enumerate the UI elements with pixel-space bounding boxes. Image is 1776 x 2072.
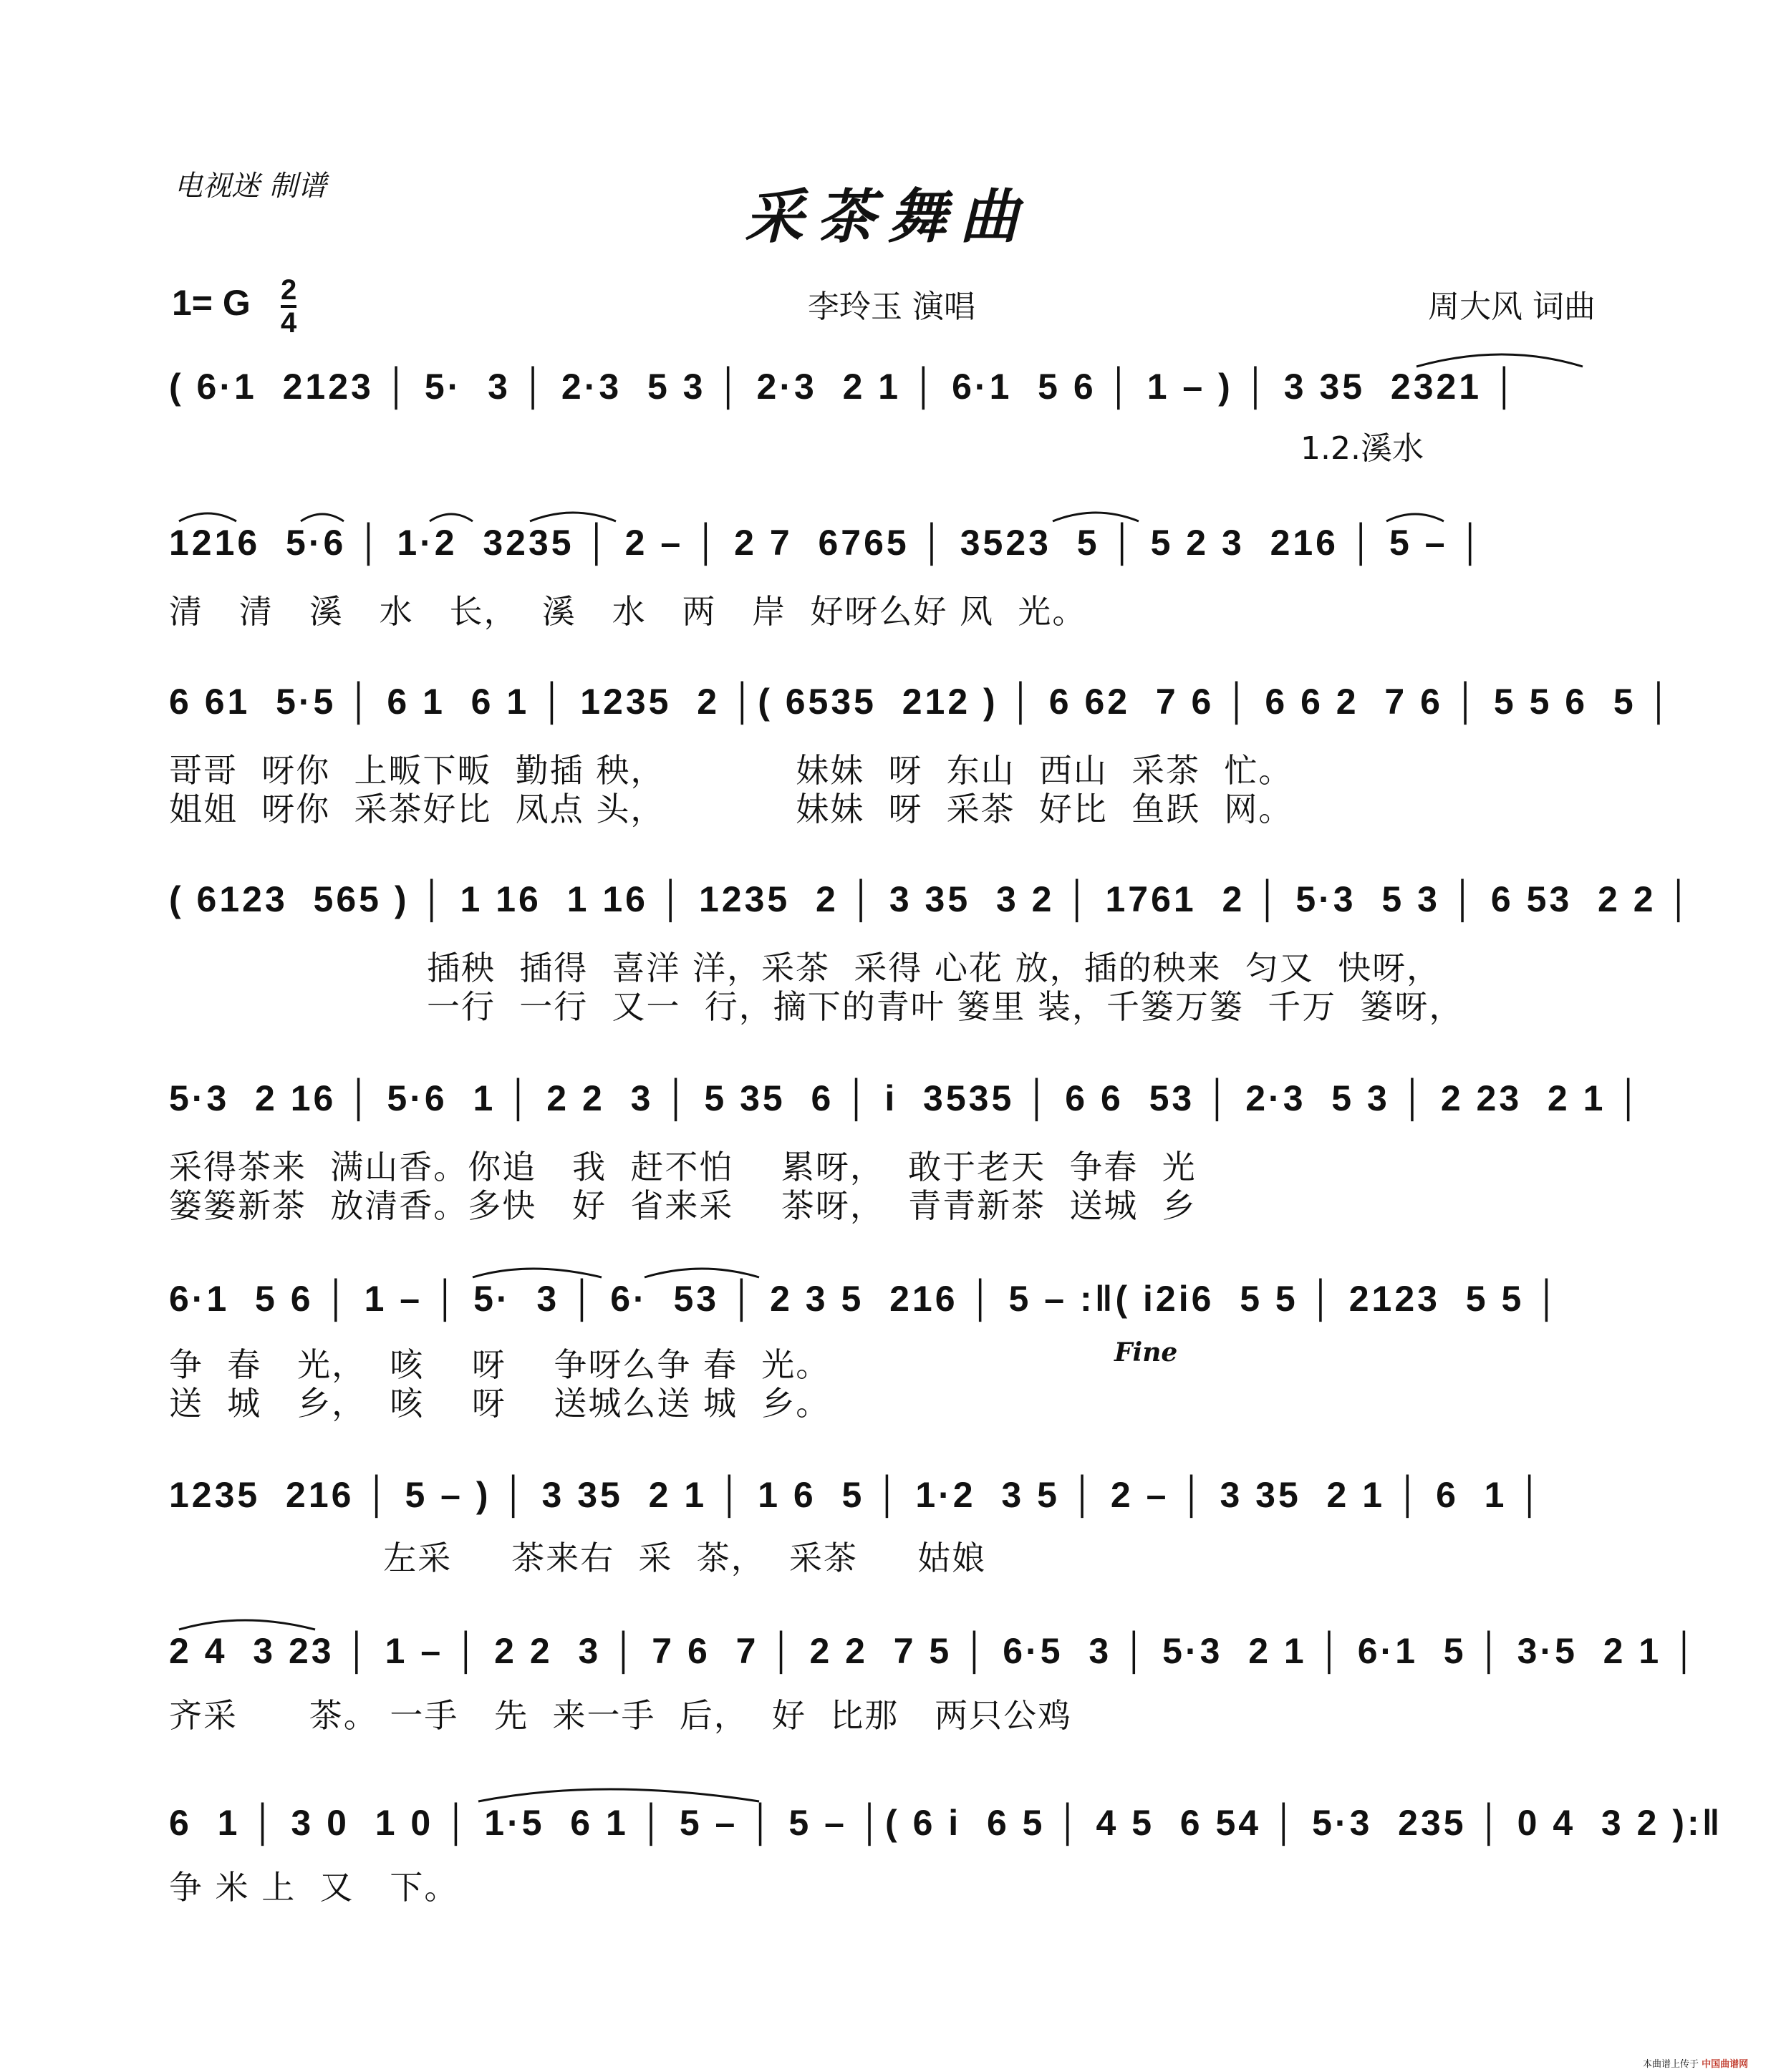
score-row-6 xyxy=(169,1277,1616,1342)
lyric-line: 清 清 溪 水 长， 溪 水 两 岸 好呀么好 风 光。 xyxy=(169,592,1087,631)
lyric-line: 送 城 乡， 咳 呀 送城么送 城 乡。 xyxy=(169,1384,831,1423)
score-row-1 xyxy=(169,365,1616,430)
time-signature xyxy=(281,275,296,338)
slur-mark xyxy=(478,1789,759,1801)
notation: 1216 5·6 │ 1·2 3235 │ 2 – │ 2 7 6765 │ 3523 5 │ 5 2 3 216 │ 5 – │ xyxy=(169,523,1486,563)
score-row-4 xyxy=(169,878,1694,942)
lyric-line: 争 米 上 又 下。 xyxy=(169,1868,459,1907)
slur-mark xyxy=(1053,513,1139,521)
lyric-line: 争 春 光， 咳 呀 争呀么争 春 光。 xyxy=(169,1345,831,1384)
notation: 5·3 2 16 │ 5·6 1 │ 2 2 3 │ 5 35 6 │ i 3535 │ 6 6 53 │ 2·3 5 3 │ 2 23 2 1 │ xyxy=(169,1078,1644,1118)
lyric-line: 姐姐 呀你 采茶好比 凤点 头， 妹妹 呀 采茶 好比 鱼跃 网。 xyxy=(169,790,1293,828)
score-row-8 xyxy=(169,1630,1700,1694)
time-signature-bottom: 4 xyxy=(281,305,296,338)
slur-mark xyxy=(645,1269,759,1277)
footer-note xyxy=(1643,2056,1748,2070)
lyric-line: 篓篓新茶 放清香。多快 好 省来采 茶呀， 青青新茶 送城 乡 xyxy=(169,1186,1197,1225)
slur-mark xyxy=(1386,514,1444,521)
notation: ( 6·1 2123 │ 5· 3 │ 2·3 5 3 │ 2·3 2 1 │ 6·1 5 6 │ 1 – ) │ 3 35 2321 │ xyxy=(169,367,1520,407)
lyric-line: 插秧 插得 喜洋 洋，采茶 采得 心花 放，插的秧来 匀又 快呀， xyxy=(427,949,1442,987)
score-row-9 xyxy=(169,1801,1723,1866)
notation: 6 1 │ 3 0 1 0 │ 1·5 6 1 │ 5 – │ 5 – │( 6 i 6 5 │ 4 5 6 54 │ 5·3 235 │ 0 4 3 2 ):‖ xyxy=(169,1803,1723,1843)
slur-mark xyxy=(430,514,473,521)
notation: 1235 216 │ 5 – ) │ 3 35 2 1 │ 1 6 5 │ 1·2 3 5 │ 2 – │ 3 35 2 1 │ 6 1 │ xyxy=(169,1475,1545,1515)
slur-mark xyxy=(301,514,344,521)
lyric-line: 齐采 茶。 一手 先 来一手 后， 好 比那 两只公鸡 xyxy=(169,1696,1073,1735)
lyric-line: 哥哥 呀你 上畈下畈 勤插 秧， 妹妹 呀 东山 西山 采茶 忙。 xyxy=(169,751,1293,790)
notation: 2 4 3 23 │ 1 – │ 2 2 3 │ 7 6 7 │ 2 2 7 5 │ 6·5 3 │ 5·3 2 1 │ 6·1 5 │ 3·5 2 1 │ xyxy=(169,1631,1700,1671)
slur-mark xyxy=(530,513,616,521)
notation: 6·1 5 6 │ 1 – │ 5· 3 │ 6· 53 │ 2 3 5 216 │ 5 – :‖( i2i6 5 5 │ 2123 5 5 │ xyxy=(169,1279,1563,1319)
lyric-line: 左采 茶来右 采 茶， 采茶 姑娘 xyxy=(169,1539,987,1577)
singer-credit: 李玲玉 演唱 xyxy=(808,289,975,325)
slur-mark xyxy=(179,1620,315,1630)
notation: 6 61 5·5 │ 6 1 6 1 │ 1235 2 │( 6535 212 ) │ 6 62 7 6 │ 6 6 2 7 6 │ 5 5 6 5 │ xyxy=(169,682,1674,722)
score-row-3 xyxy=(169,680,1674,745)
slur-mark xyxy=(179,513,236,521)
notation: ( 6123 565 ) │ 1 16 1 16 │ 1235 2 │ 3 35 3 2 │ 1761 2 │ 5·3 5 3 │ 6 53 2 2 │ xyxy=(169,879,1694,919)
fine-marking: Fine xyxy=(1114,1337,1178,1367)
lyric-line: 一行 一行 又一 行，摘下的青叶 篓里 装，千篓万篓 千万 篓呀， xyxy=(427,987,1464,1026)
footer-brand: 中国曲谱网 xyxy=(1702,2059,1749,2070)
score-row-2 xyxy=(169,521,1616,586)
key-signature: 1= G xyxy=(172,283,251,323)
slur-mark xyxy=(473,1269,602,1277)
time-signature-top: 2 xyxy=(281,274,297,306)
page-title: 采茶舞曲 xyxy=(745,183,1031,251)
credit: 电视迷 制谱 xyxy=(174,170,327,203)
score-row-7 xyxy=(169,1473,1616,1538)
lyric-line: 采得茶来 满山香。你追 我 赶不怕 累呀， 敢于老天 争春 光 xyxy=(169,1148,1197,1186)
verse-mark: 1.2.溪水 xyxy=(1300,430,1424,467)
composer-credit: 周大风 词曲 xyxy=(1428,289,1596,325)
footer-text: 本曲谱上传于 xyxy=(1643,2059,1699,2070)
score-row-5 xyxy=(169,1077,1644,1141)
